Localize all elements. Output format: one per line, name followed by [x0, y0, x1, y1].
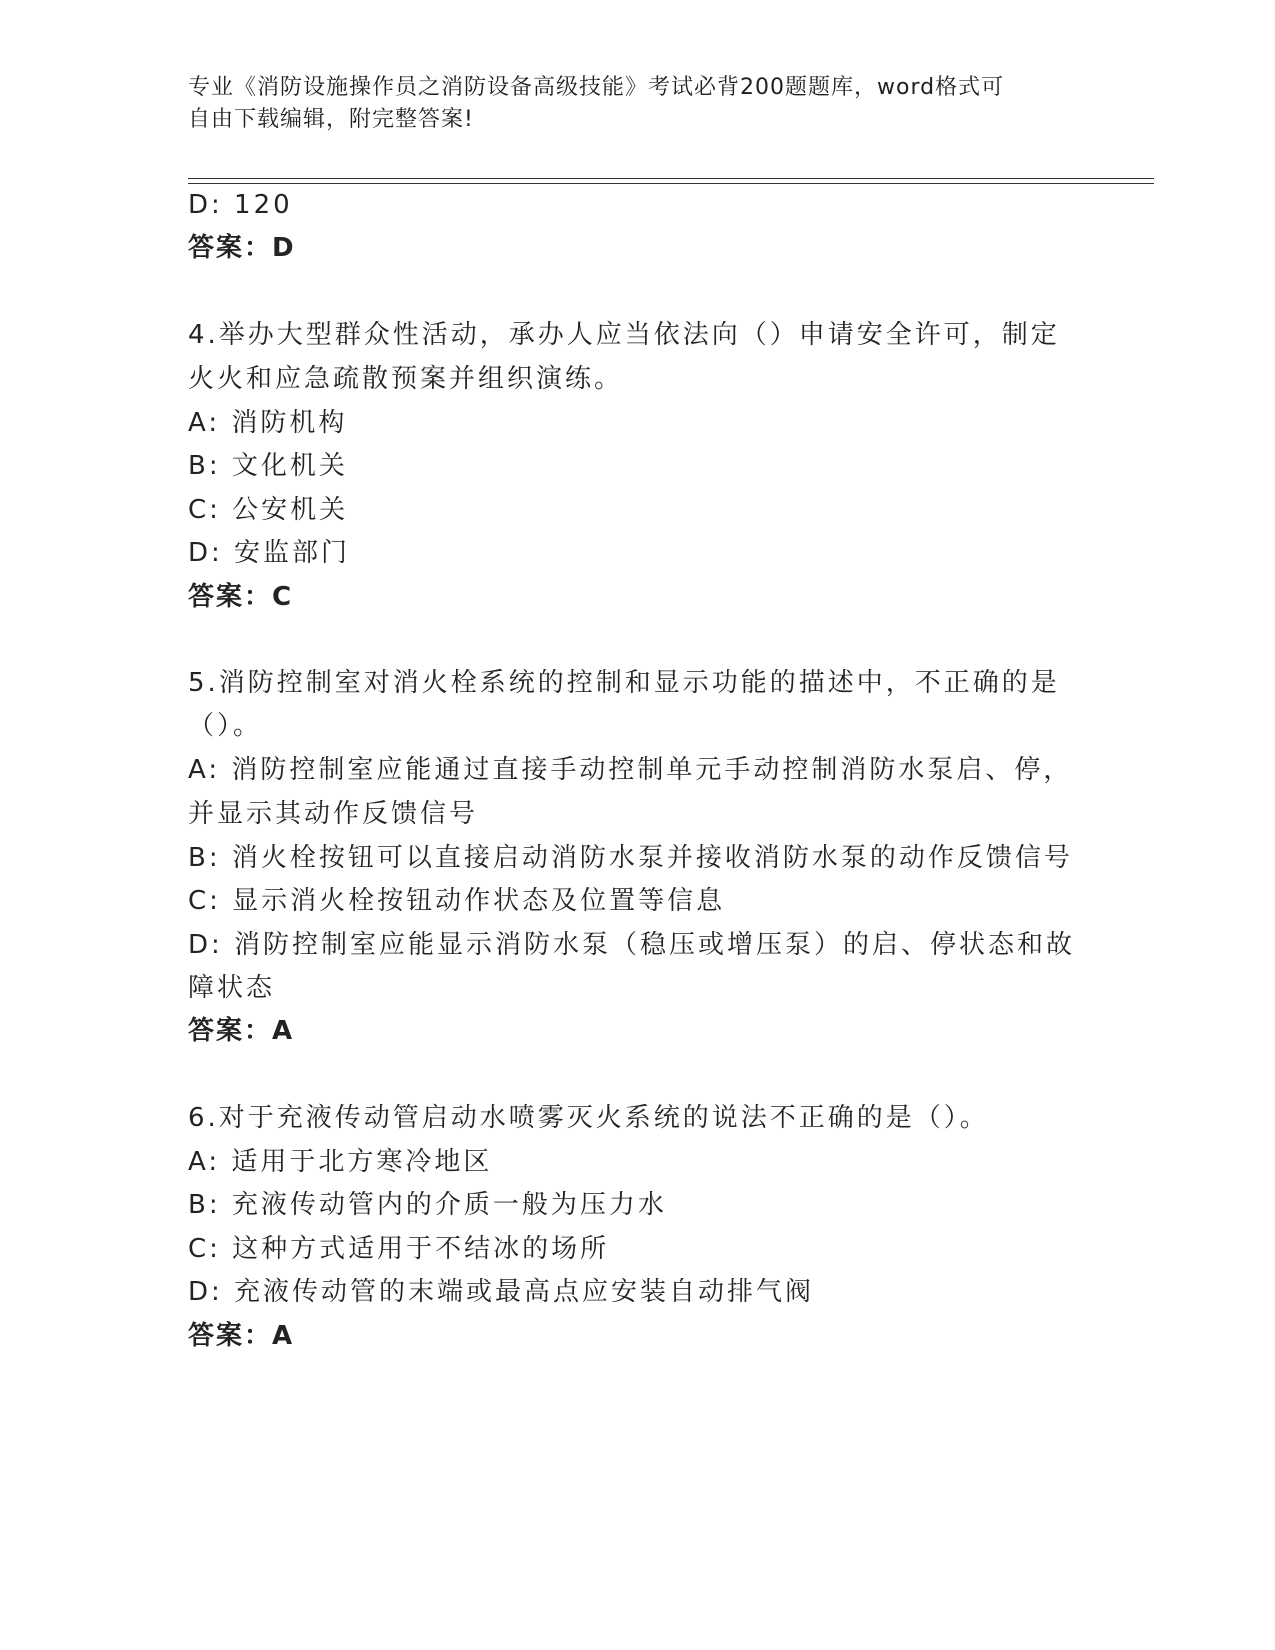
- q4-stem-line-2: 火火和应急疏散预案并组织演练。: [188, 364, 624, 394]
- q5-stem-line-2: （）。: [188, 711, 263, 741]
- q5-option-a-line-2: 并显示其动作反馈信号: [188, 799, 479, 829]
- prev-answer: 答案：D: [188, 233, 296, 263]
- q6-option-d: D: 充液传动管的末端或最高点应安装自动排气阀: [188, 1277, 815, 1307]
- q5-option-b: B: 消火栓按钮可以直接启动消防水泵并接收消防水泵的动作反馈信号: [188, 843, 1073, 873]
- q6-stem-line-1: 6.对于充液传动管启动水喷雾灭火系统的说法不正确的是（）。: [188, 1103, 989, 1133]
- q6-option-b: B: 充液传动管内的介质一般为压力水: [188, 1190, 667, 1220]
- q4-option-a: A: 消防机构: [188, 408, 348, 438]
- header-rule-bottom: [188, 183, 1154, 184]
- q4-option-c: C: 公安机关: [188, 495, 349, 525]
- header-line-2: 自由下载编辑，附完整答案!: [188, 107, 474, 132]
- q5-option-d-line-1: D: 消防控制室应能显示消防水泵（稳压或增压泵）的启、停状态和故: [188, 930, 1076, 960]
- q4-answer: 答案：C: [188, 582, 294, 612]
- header-rule-top: [188, 178, 1154, 179]
- document-header: [188, 72, 1088, 136]
- q5-answer: 答案：A: [188, 1016, 295, 1046]
- q6-answer: 答案：A: [188, 1321, 295, 1351]
- q5-option-a-line-1: A: 消防控制室应能通过直接手动控制单元手动控制消防水泵启、停，: [188, 755, 1073, 785]
- q6-option-a: A: 适用于北方寒冷地区: [188, 1147, 493, 1177]
- q5-stem-line-1: 5.消防控制室对消火栓系统的控制和显示功能的描述中，不正确的是: [188, 668, 1060, 698]
- q4-option-d: D: 安监部门: [188, 538, 351, 568]
- prev-option-d: D: 120: [188, 190, 293, 220]
- q5-option-c: C: 显示消火栓按钮动作状态及位置等信息: [188, 886, 726, 916]
- q4-option-b: B: 文化机关: [188, 451, 348, 481]
- q4-stem-line-1: 4.举办大型群众性活动，承办人应当依法向（）申请安全许可，制定: [188, 320, 1060, 350]
- header-line-1: 专业《消防设施操作员之消防设备高级技能》考试必背200题题库，word格式可: [188, 75, 1005, 100]
- q6-option-c: C: 这种方式适用于不结冰的场所: [188, 1234, 610, 1264]
- q5-option-d-line-2: 障状态: [188, 973, 276, 1003]
